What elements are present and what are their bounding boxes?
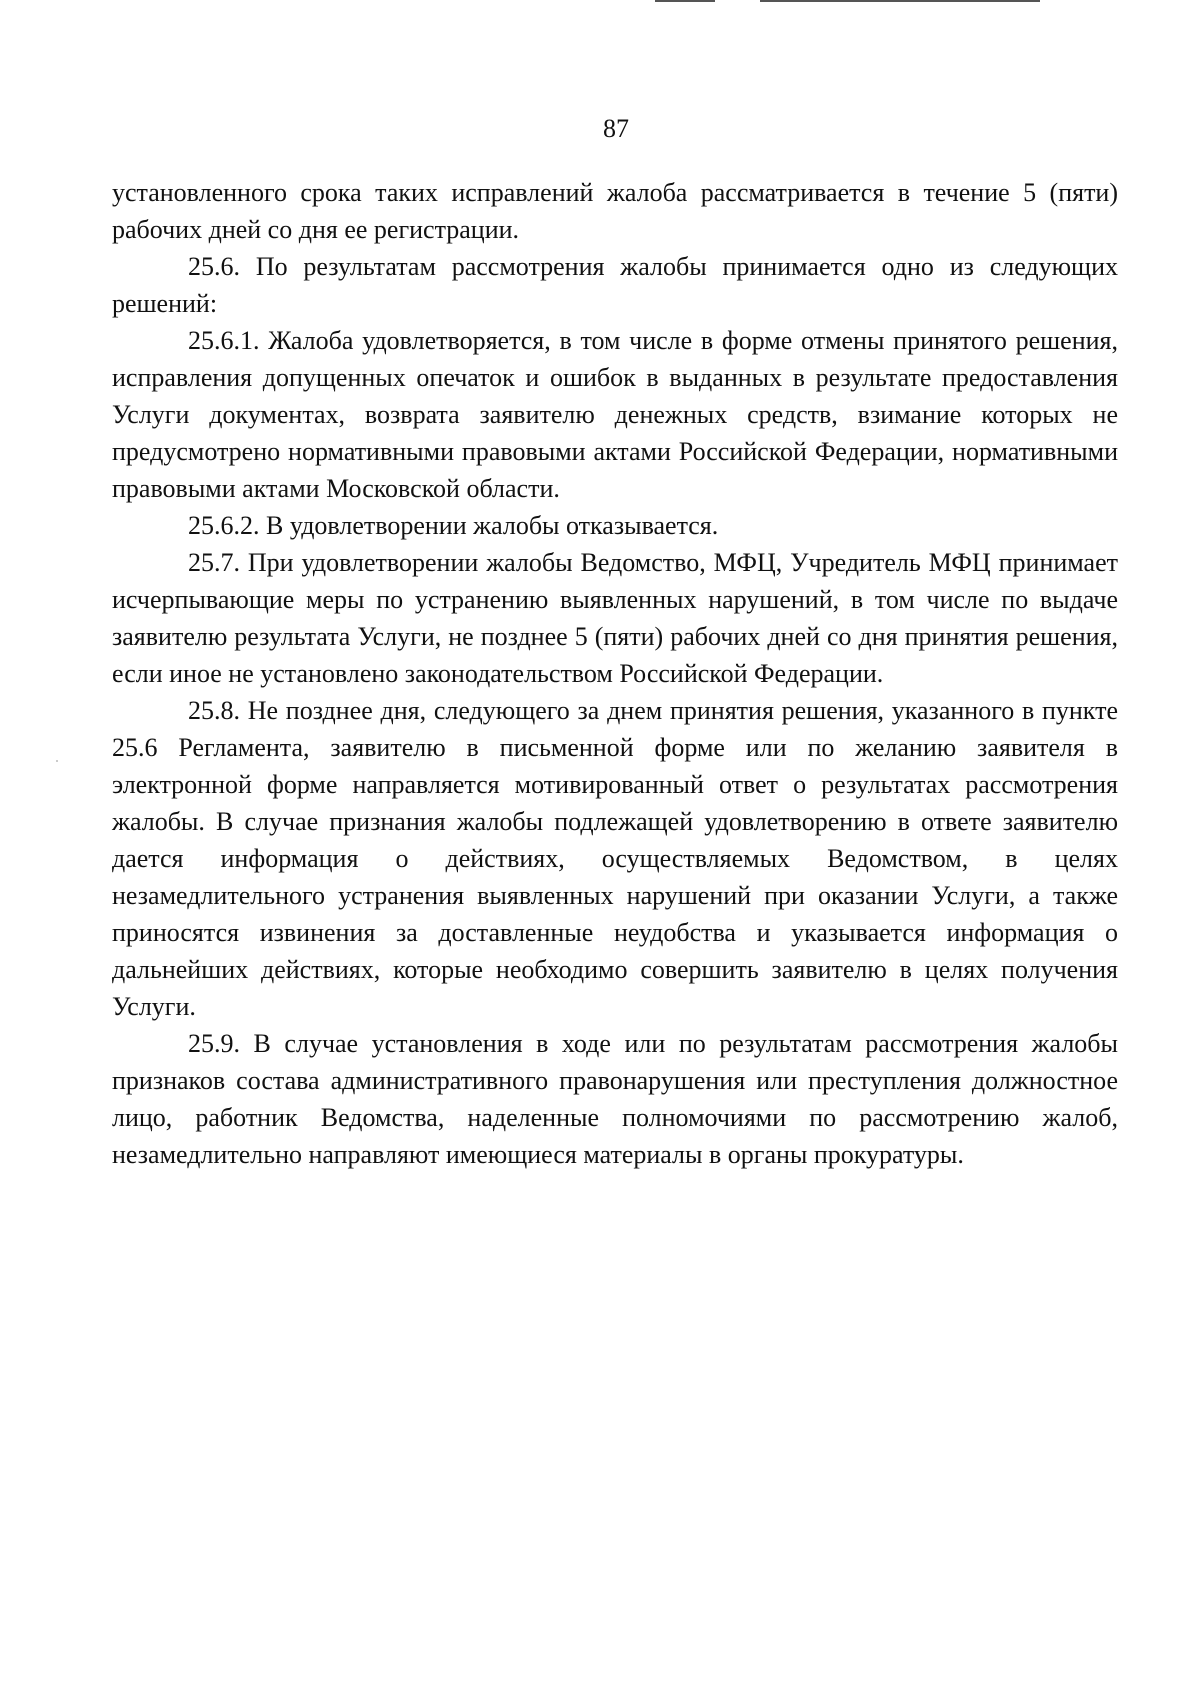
top-edge-line — [655, 0, 715, 2]
paragraph-continuation: установленного срока таких исправлений жалоба рассматривается в течение 5 (пяти) рабочих дней со дня ее регистрации. — [112, 178, 1118, 244]
document-body — [112, 174, 1118, 1173]
paragraph-25-9: 25.9. В случае установления в ходе или по результатам рассмотрения жалобы признаков состава административного правонарушения или преступления должностное лицо, работник Ведомства, наделенные полномочиями по рассмотрению жалоб, незамедлительно направляют имеющиеся материалы в органы прокуратуры. — [112, 1029, 1118, 1169]
scan-speck — [56, 760, 58, 762]
paragraph-25-8: 25.8. Не позднее дня, следующего за днем принятия решения, указанного в пункте 25.6 Регламента, заявителю в письменной форме или по желанию заявителя в электронной форме направляется мотивированный ответ о результатах рассмотрения жалобы. В случае признания жалобы подлежащей удовлетворению в ответе заявителю дается информация о действиях, осуществляемых Ведомством, в целях незамедлительного устранения выявленных нарушений при оказании Услуги, а также приносятся извинения за доставленные неудобства и указывается информация о дальнейших действиях, которые необходимо совершить заявителю в целях получения Услуги. — [112, 696, 1118, 1021]
page-number: 87 — [603, 114, 629, 143]
top-edge-line — [760, 0, 1040, 2]
paragraph-25-6-1: 25.6.1. Жалоба удовлетворяется, в том числе в форме отмены принятого решения, исправления допущенных опечаток и ошибок в выданных в результате предоставления Услуги документах, возврата заявителю денежных средств, взимание которых не предусмотрено нормативными правовыми актами Российской Федерации, нормативными правовыми актами Московской области. — [112, 326, 1118, 503]
paragraph-25-6-2: 25.6.2. В удовлетворении жалобы отказывается. — [188, 511, 719, 540]
paragraph-25-6: 25.6. По результатам рассмотрения жалобы принимается одно из следующих решений: — [112, 252, 1118, 318]
paragraph-25-7: 25.7. При удовлетворении жалобы Ведомство, МФЦ, Учредитель МФЦ принимает исчерпывающие меры по устранению выявленных нарушений, в том числе по выдаче заявителю результата Услуги, не позднее 5 (пяти) рабочих дней со дня принятия решения, если иное не установлено законодательством Российской Федерации. — [112, 548, 1118, 688]
